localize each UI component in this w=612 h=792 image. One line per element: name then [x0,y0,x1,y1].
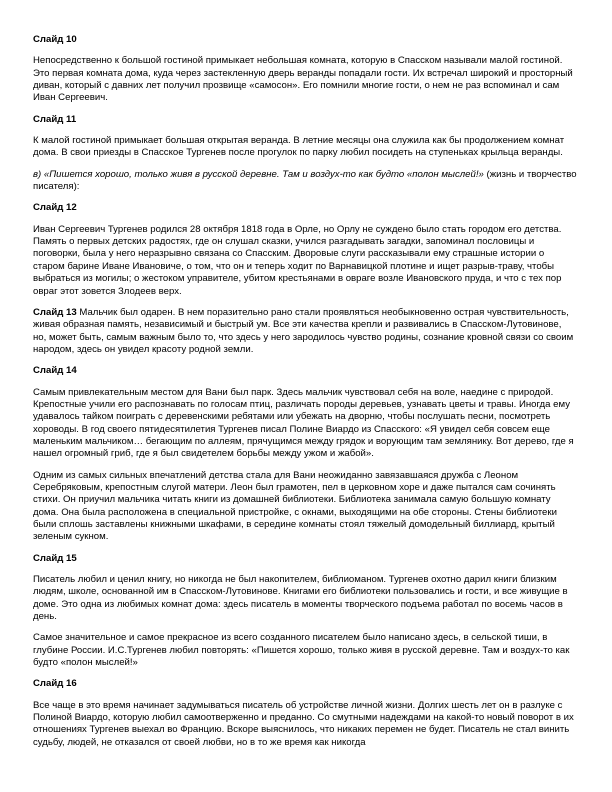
slide-15-heading: Слайд 15 [33,552,77,564]
slide-15-paragraph-1: Писатель любил и ценил книгу, но никогда не был накопителем, библиоманом. Тургенев охотно дарил книги близким людям, школе, основанной им в Спасском-Лутовинове. Книгами его библиотеки пользовались и гости, и все живущие в доме. Это одна из любимых комнат дома: здесь писатель в моменты творческого подъема работал по восемь часов в день. [33,574,568,623]
slide-13-paragraph [33,307,577,356]
slide-12-paragraph: Иван Сергеевич Тургенев родился 28 октября 1818 года в Орле, но Орлу не суждено было стать городом его детства. Память о первых детских радостях, где он слушал сказки, учился разгадывать загадки, запоминал пословицы и поговорки, была у него неразрывно связана со Спасским. Дворовые слуги рассказывали ему страшные истории о старом барине Иване Ивановиче, о том, что он и теперь ходит по Варнавицкой плотине и ищет разрыв-траву, чтобы выбраться из могилы; о жестоком управителе, убитом крестьянами в овраге возле Ивановского пруда, и что с тех пор овраг этот зовется Злодеев верх. [33,223,562,297]
slide-12-heading: Слайд 12 [33,202,77,214]
document-body [33,34,577,758]
slide-15-paragraph-2: Самое значительное и самое прекрасное из всего созданного писателем было написано здесь, в сельской тиши, в глубине России. И.С.Тургенев любил повторять: «Пишется хорошо, только живя в русской деревне. Там и воздух-то как будто «полон мыслей!» [33,632,570,669]
slide-13-text: Мальчик был одарен. В нем поразительно рано стали проявляться необыкновенно острая чувствительность, живая образная память, независимый и быстрый ум. Все эти качества крепли и развивались в Спасском-Лутовинове, но, может быть, самым важным было то, что здесь у него зародилось чувство родины, сознание кровной связи со своим народом, здесь он увидел красоту родной земли. [33,306,574,355]
slide-10-paragraph: Непосредственно к большой гостиной примыкает небольшая комната, которую в Спасском называли малой гостиной. Это первая комната дома, куда через застекленную дверь веранды попадали гости. Их встречал широкий и просторный диван, который с давних лет получил прозвище «самосон». Его помнили многие гости, о нем не раз вспоминал и сам Иван Сергеевич. [33,55,573,104]
slide-14-paragraph-1: Самым привлекательным местом для Вани был парк. Здесь мальчик чувствовал себя на воле, наедине с природой. Крепостные учили его распознавать по голосам птиц, различать породы деревьев, узнавать цветы и травы. Иногда ему удавалось тайком поиграть с деревенскими ребятами или убежать на дворню, чтобы послушать песни, посмотреть хороводы. В год своего пятидесятилетия Тургенев писал Полине Виардо из Спасского: «Я увидел себя совсем еще маленьким мальчиком… бегающим по аллеям, прячущимся между грядок и ворующим там землянику. Вот дерево, где я нашел огромный гриб, где я был свидетелем борьбы между ужом и жабой». [33,386,574,460]
slide-16-paragraph: Все чаще в это время начинает задумываться писатель об устройстве личной жизни. Долгих шесть лет он в разлуке с Полиной Виардо, которую любил самоотверженно и преданно. Со смутными надеждами на какой-то новый поворот в их отношениях Тургенев выехал во Францию. Вскоре выяснилось, что никаких перемен не будет. Писатель не стал винить судьбу, людей, не отказался от своей любви, но в то же время как никогда [33,699,574,748]
slide-11-quote-italic: в) «Пишется хорошо, только живя в русской деревне. Там и воздух-то как будто «полон мыслей!» [33,168,484,180]
slide-11-paragraph: К малой гостиной примыкает большая открытая веранда. В летние месяцы она служила как бы продолжением комнат дома. В свои приезды в Спасское Тургенев после прогулок по парку любил посидеть на ступеньках крыльца веранды. [33,135,565,159]
slide-14-heading: Слайд 14 [33,365,77,377]
slide-11-heading: Слайд 11 [33,113,77,125]
slide-11-quote-rest: (жизнь и творчество писателя): [33,168,577,193]
slide-13-heading: Слайд 13 [33,306,77,318]
slide-11-quote-paragraph [33,169,577,194]
slide-14-paragraph-2: Одним из самых сильных впечатлений детства стала для Вани неожиданно завязавшаяся дружба с Леоном Серебряковым, крепостным слугой матери. Леон был грамотен, пел в церковном хоре и даже пытался сам сочинять стихи. Он приучил мальчика читать книги из домашней библиотеки. Библиотека занимала самую большую комнату дома. Она была расположена в специальной пристройке, с окнами, выходящими на обе стороны. Стены библиотеки были сплошь заставлены книжными шкафами, в середине комнаты стоял тяжелый домодельный биллиард, крытый зеленым сукном. [33,469,557,543]
slide-16-heading: Слайд 16 [33,678,77,690]
slide-10-heading: Слайд 10 [33,34,77,45]
